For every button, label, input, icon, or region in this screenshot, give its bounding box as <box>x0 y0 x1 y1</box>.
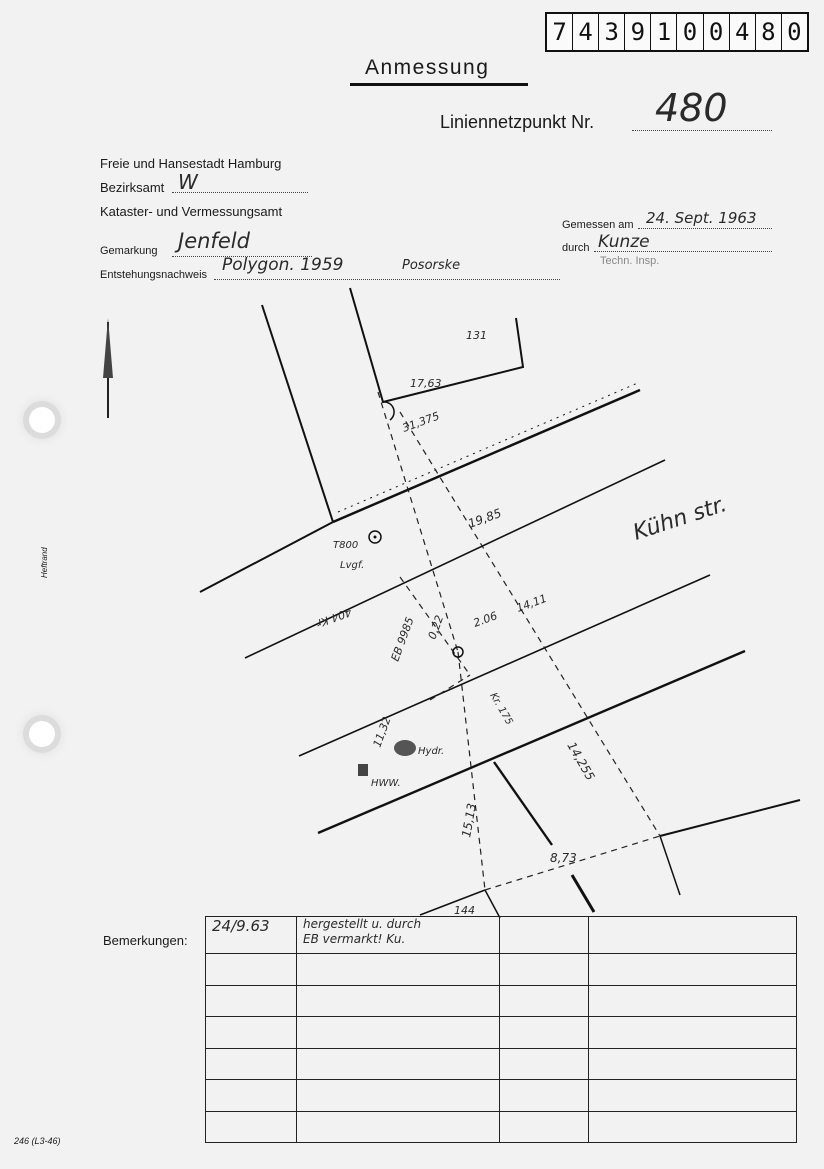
gemarkung-label: Gemarkung <box>100 245 158 257</box>
dist-1985: 19,85 <box>466 505 504 531</box>
doc-digit: 3 <box>599 14 625 50</box>
table-cell <box>589 917 797 954</box>
durch-stamp: Techn. Insp. <box>600 255 660 267</box>
hww-marker <box>358 764 368 776</box>
hydrant-marker <box>394 740 416 756</box>
remarks-label: Bemerkungen: <box>103 933 188 948</box>
gemessen-label: Gemessen am <box>562 219 634 231</box>
street-line <box>245 460 665 658</box>
doc-digit: 7 <box>547 14 573 50</box>
label-404: 404 Kr <box>314 605 354 630</box>
heftrand-label: Heftrand <box>40 547 49 578</box>
parcel-131-label: 131 <box>466 329 487 342</box>
boundary-line <box>262 305 333 522</box>
doc-digit: 9 <box>625 14 651 50</box>
street-line <box>200 522 333 592</box>
entstehung-label: Entstehungsnachweis <box>100 269 208 281</box>
point-number: 480 <box>655 86 728 130</box>
table-cell <box>500 917 589 954</box>
hydr-label: Hydr. <box>418 746 445 757</box>
parcel-144-label: 144 <box>454 904 475 917</box>
doc-digit: 8 <box>756 14 782 50</box>
doc-digit: 1 <box>651 14 677 50</box>
entstehung-value: Polygon. 1959 <box>222 255 344 275</box>
doc-digit: 0 <box>787 18 802 46</box>
doc-digit: 0 <box>677 14 703 50</box>
bezirksamt-label: Bezirksamt <box>100 180 165 195</box>
bezirksamt-value: W <box>178 170 198 194</box>
lot-line-lower <box>660 800 800 836</box>
dist-206: 2.06 <box>471 609 500 630</box>
lot-line <box>333 390 640 522</box>
gemarkung-value: Jenfeld <box>178 229 250 253</box>
remarks-table <box>205 916 797 1143</box>
dist-1411: 14,11 <box>514 591 549 615</box>
durch-label: durch <box>562 242 590 254</box>
gemessen-value: 24. Sept. 1963 <box>646 209 757 227</box>
kr-label: Kr. 175 <box>487 691 515 727</box>
remarks-date: 24/9.63 <box>206 917 297 954</box>
measurement-lines <box>378 392 660 890</box>
dist-873: 8,73 <box>550 851 577 865</box>
dist-022: 0,22 <box>425 613 447 642</box>
form-code: 246 (L3-46) <box>14 1136 61 1146</box>
dist-1132: 11,32 <box>370 714 394 750</box>
office-line3: Kataster- und Vermessungsamt <box>100 204 283 219</box>
entstehung-extra: Posorske <box>402 258 461 273</box>
doc-digit: 4 <box>573 14 599 50</box>
dist-14255: 14,255 <box>564 739 598 783</box>
street-line <box>299 575 710 756</box>
street-name-label: Kühn str. <box>630 492 730 546</box>
dist-1513: 15,13 <box>459 802 479 839</box>
dist-31375: 31,375 <box>400 409 442 435</box>
doc-digit: 4 <box>730 14 756 50</box>
doc-digit: 0 <box>704 14 730 50</box>
t800-label: T800 <box>333 540 359 551</box>
lvgf-label: Lvgf. <box>340 560 365 571</box>
dist-1763: 17,63 <box>410 377 442 390</box>
remarks-text: hergestellt u. durch EB vermarkt! Ku. <box>297 917 500 954</box>
hww-label: HWW. <box>371 778 401 789</box>
north-arrow-icon <box>103 318 113 418</box>
page-title: Anmessung <box>365 56 490 79</box>
durch-value: Kunze <box>598 232 650 252</box>
office-line1: Freie und Hansestadt Hamburg <box>100 156 282 171</box>
eb-label: EB 9985 <box>388 615 417 664</box>
segment-line <box>494 762 552 845</box>
point-label: Liniennetzpunkt Nr. <box>440 112 595 132</box>
